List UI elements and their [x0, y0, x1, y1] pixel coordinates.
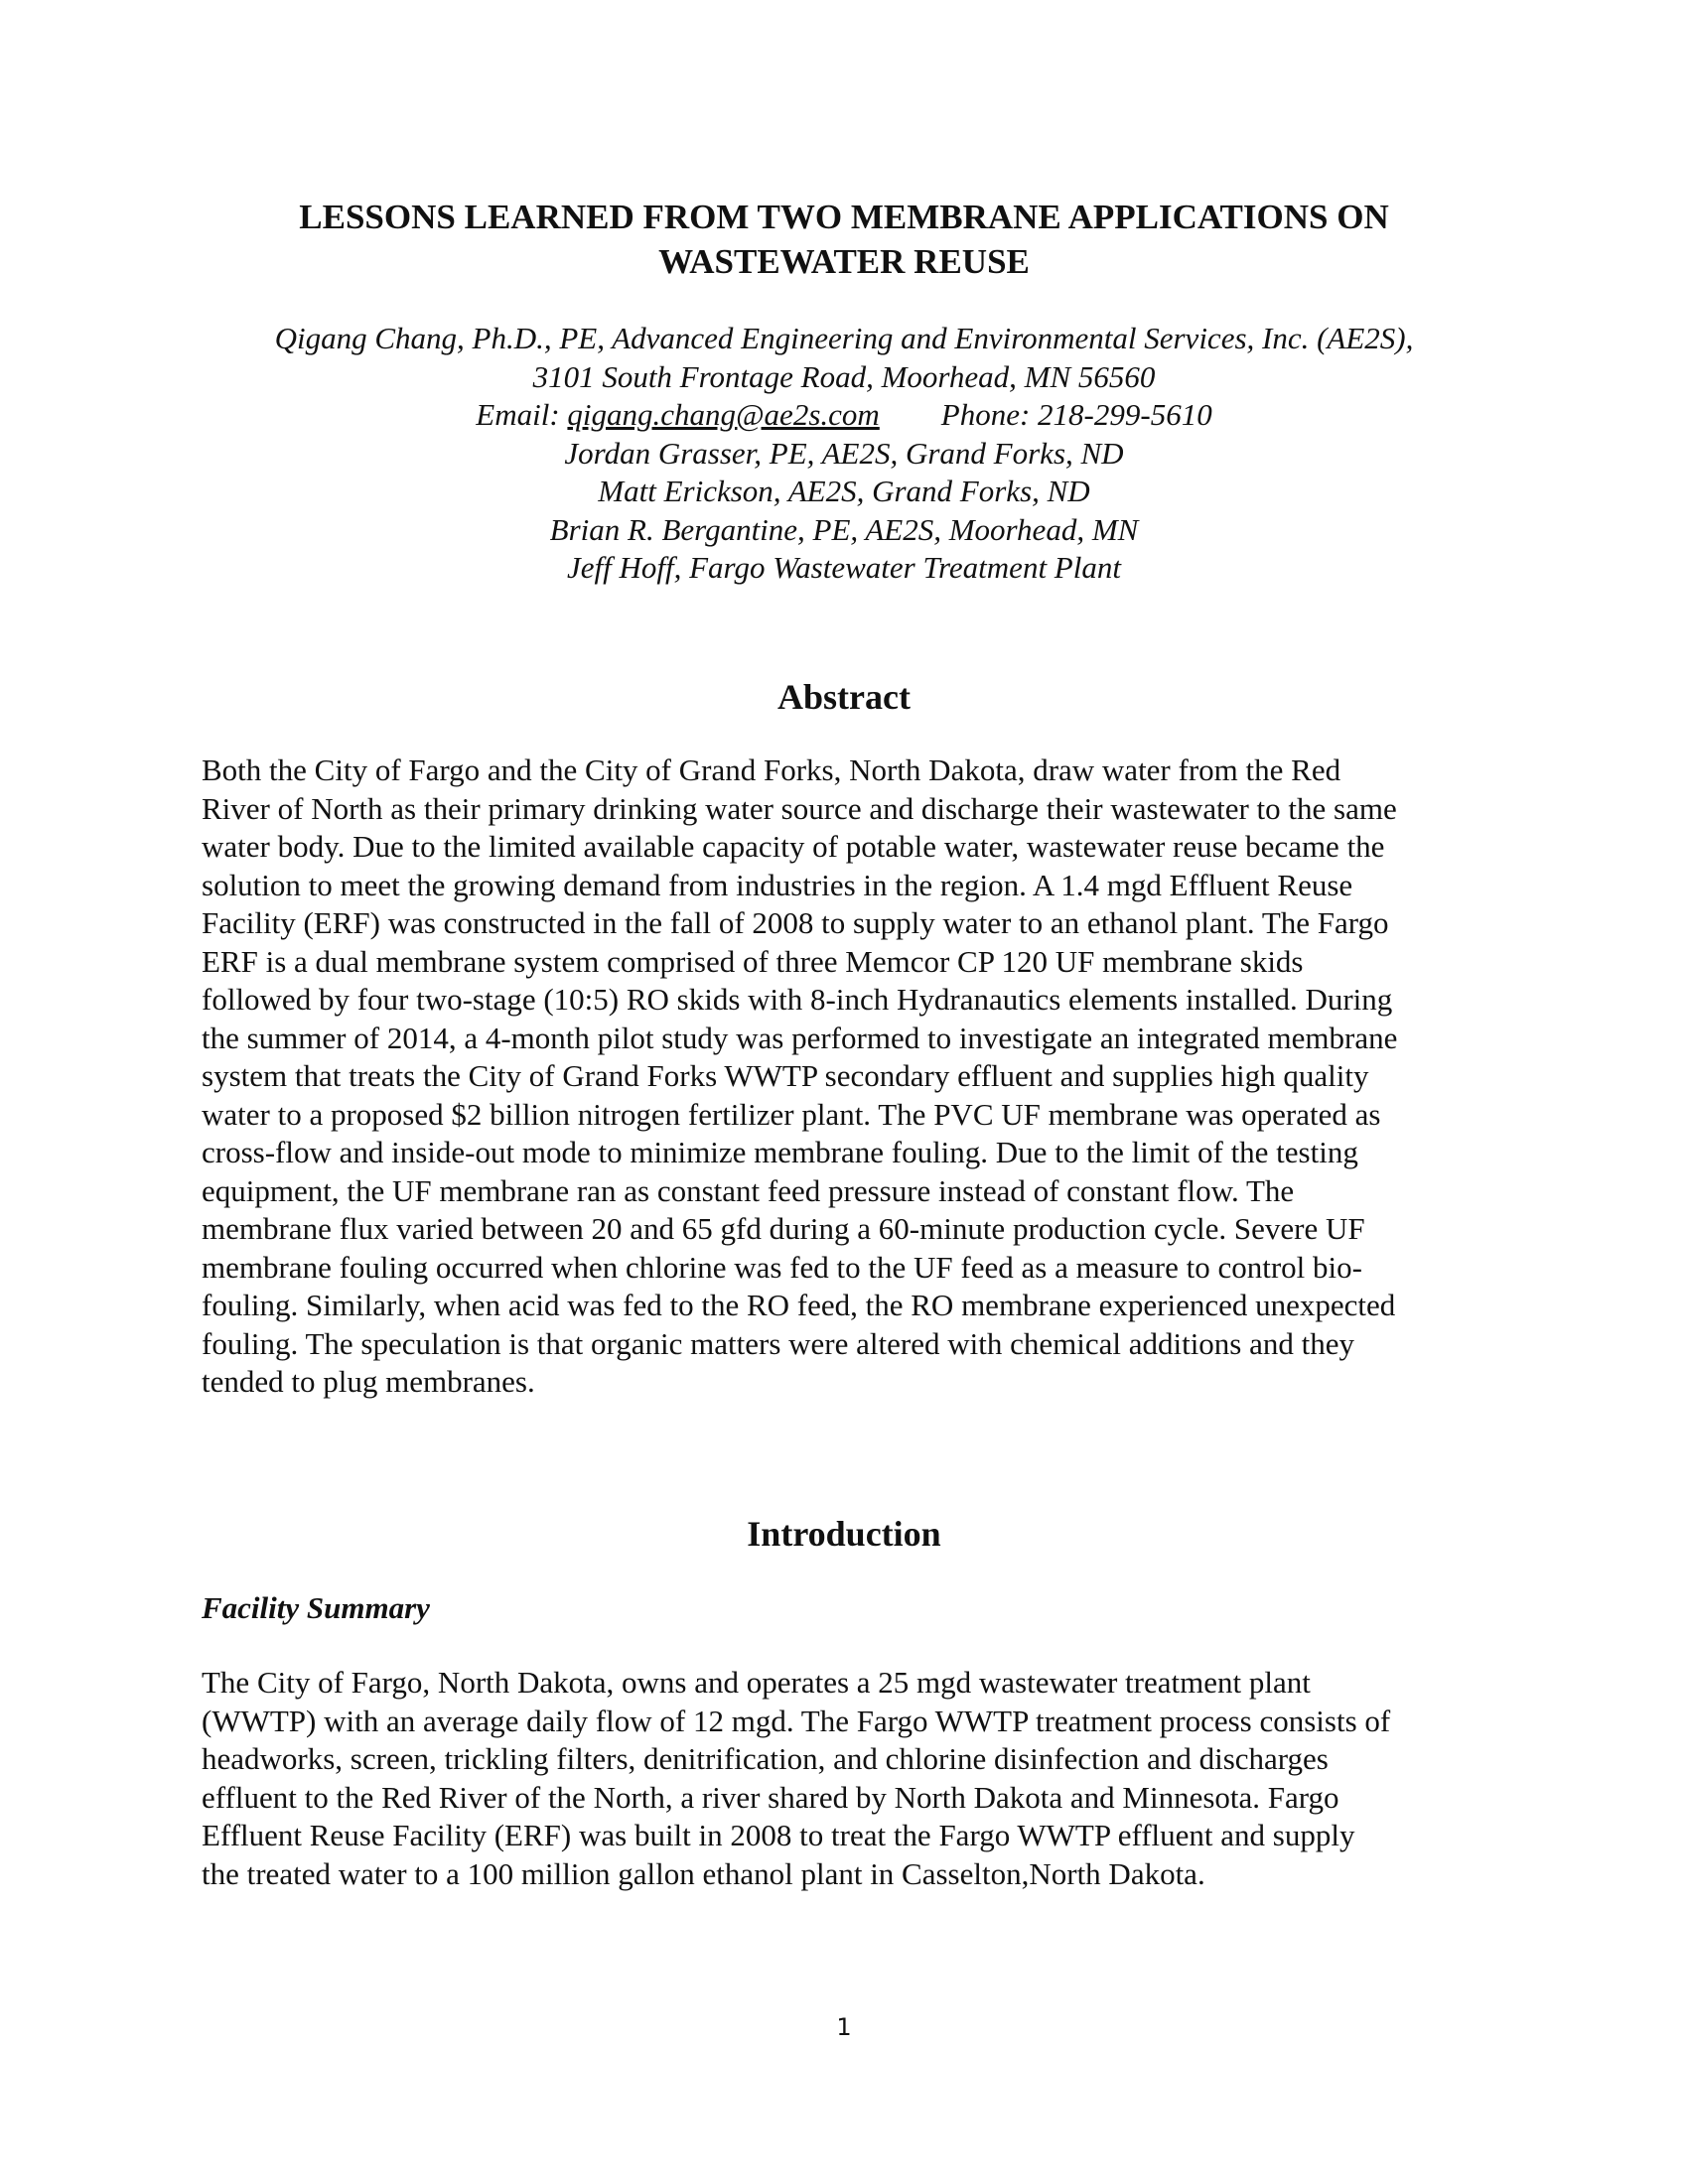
- page-number: 1: [836, 2013, 852, 2041]
- coauthor: Matt Erickson, AE2S, Grand Forks, ND: [598, 474, 1090, 508]
- coauthor: Brian R. Bergantine, PE, AE2S, Moorhead, MN: [549, 511, 1139, 547]
- abstract-line: ERF is a dual membrane system comprised of three Memcor CP 120 UF membrane skids: [202, 943, 1304, 979]
- introduction-line: the treated water to a 100 million gallon ethanol plant in Casselton,North Dakota.: [202, 1855, 1205, 1891]
- abstract-line: system that treats the City of Grand Forks WWTP secondary effluent and supplies high quality: [202, 1058, 1369, 1093]
- abstract-body: [202, 751, 1492, 1402]
- introduction-line: (WWTP) with an average daily flow of 12 mgd. The Fargo WWTP treatment process consists of: [202, 1703, 1391, 1738]
- abstract-line: solution to meet the growing demand from industries in the region. A 1.4 mgd Effluent Reuse: [202, 867, 1353, 902]
- author-block: [199, 320, 1489, 588]
- abstract-line: Both the City of Fargo and the City of Grand Forks, North Dakota, draw water from the Red: [202, 752, 1341, 787]
- title-line: WASTEWATER REUSE: [658, 242, 1030, 281]
- title-line: LESSONS LEARNED FROM TWO MEMBRANE APPLICATIONS ON: [299, 198, 1389, 236]
- contact-line: [199, 396, 1489, 435]
- abstract-line: cross-flow and inside-out mode to minimize membrane fouling. Due to the limit of the testing: [202, 1135, 1358, 1169]
- primary-author-affiliation: Qigang Chang, Ph.D., PE, Advanced Engineering and Environmental Services, Inc. (AE2S),: [274, 321, 1414, 355]
- abstract-heading: Abstract: [777, 677, 911, 717]
- introduction-line: effluent to the Red River of the North, a river shared by North Dakota and Minnesota. Fargo: [202, 1779, 1339, 1815]
- introduction-heading: Introduction: [747, 1514, 941, 1554]
- abstract-line: membrane flux varied between 20 and 65 gfd during a 60-minute production cycle. Severe UF: [202, 1211, 1365, 1246]
- abstract-line: the summer of 2014, a 4-month pilot study was performed to investigate an integrated membrane: [202, 1020, 1398, 1055]
- paper-title: [199, 195, 1489, 284]
- abstract-line: water body. Due to the limited available capacity of potable water, wastewater reuse became the: [202, 829, 1385, 864]
- facility-summary-subheading: Facility Summary: [202, 1590, 430, 1625]
- coauthor: Jordan Grasser, PE, AE2S, Grand Forks, ND: [564, 435, 1124, 471]
- abstract-line: equipment, the UF membrane ran as constant feed pressure instead of constant flow. The: [202, 1172, 1295, 1208]
- phone-number: Phone: 218-299-5610: [940, 397, 1212, 432]
- abstract-line: River of North as their primary drinking water source and discharge their wastewater to the same: [202, 790, 1397, 826]
- abstract-line: water to a proposed $2 billion nitrogen fertilizer plant. The PVC UF membrane was operated as: [202, 1096, 1381, 1132]
- introduction-line: The City of Fargo, North Dakota, owns and operates a 25 mgd wastewater treatment plant: [202, 1665, 1311, 1700]
- primary-author-address: 3101 South Frontage Road, Moorhead, MN 56560: [532, 358, 1156, 394]
- abstract-line: fouling. The speculation is that organic matters were altered with chemical additions and they: [202, 1325, 1355, 1361]
- abstract-line: tended to plug membranes.: [202, 1364, 535, 1399]
- coauthor: Jeff Hoff, Fargo Wastewater Treatment Plant: [567, 550, 1121, 585]
- email-link[interactable]: qigang.chang@ae2s.com: [567, 397, 880, 432]
- email-label: Email:: [476, 397, 560, 432]
- abstract-line: followed by four two-stage (10:5) RO skids with 8-inch Hydranautics elements installed. During: [202, 982, 1393, 1017]
- introduction-line: headworks, screen, trickling filters, denitrification, and chlorine disinfection and discharges: [202, 1741, 1329, 1776]
- abstract-line: membrane fouling occurred when chlorine was fed to the UF feed as a measure to control bio-: [202, 1249, 1362, 1285]
- abstract-line: Facility (ERF) was constructed in the fall of 2008 to supply water to an ethanol plant. The Fargo: [202, 905, 1389, 940]
- introduction-line: Effluent Reuse Facility (ERF) was built in 2008 to treat the Fargo WWTP effluent and supply: [202, 1818, 1355, 1852]
- abstract-line: fouling. Similarly, when acid was fed to the RO feed, the RO membrane experienced unexpected: [202, 1288, 1396, 1322]
- introduction-body: [202, 1664, 1492, 1893]
